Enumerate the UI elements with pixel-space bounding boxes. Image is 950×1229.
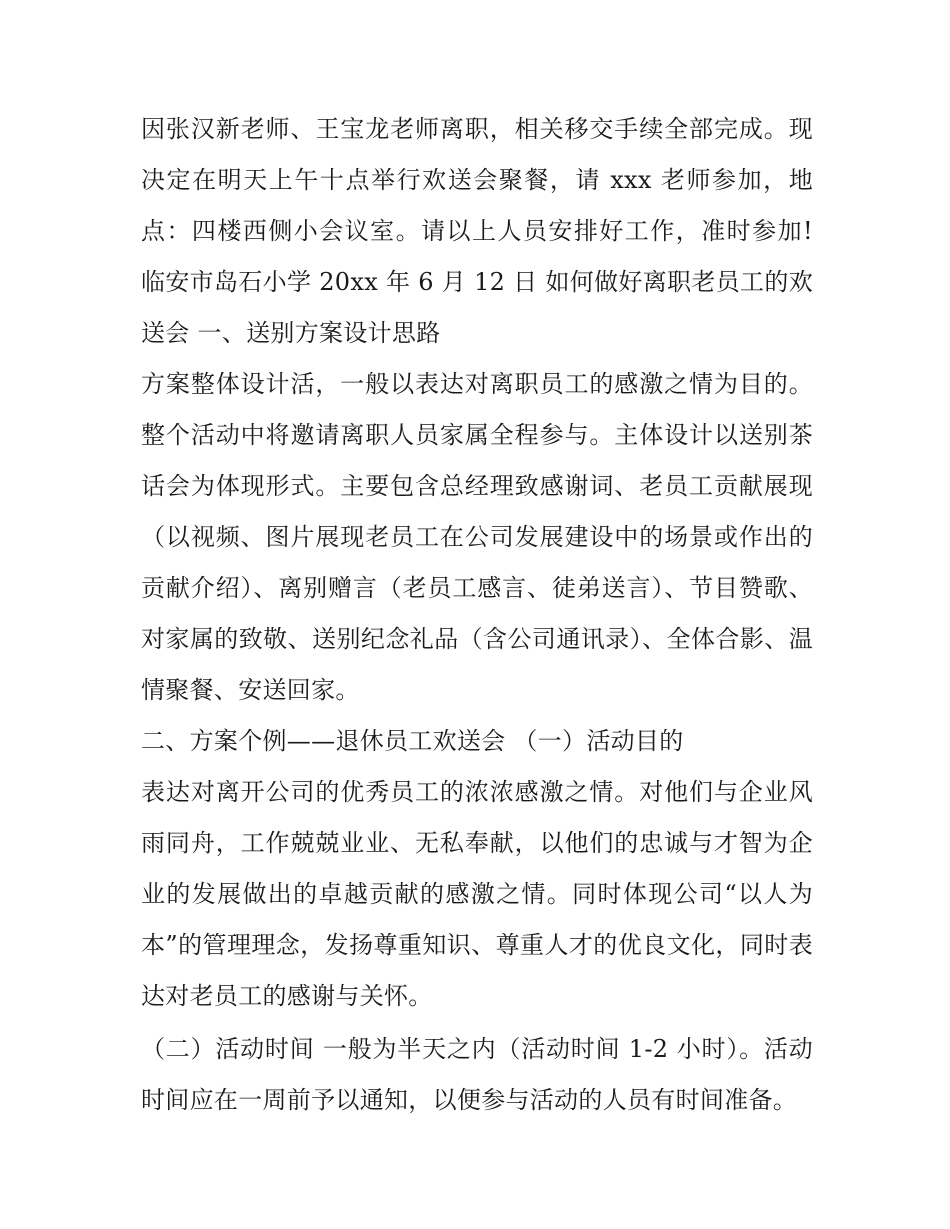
paragraph-notice: 因张汉新老师、王宝龙老师离职，相关移交手续全部完成。现决定在明天上午十点举行欢送会聚餐，请 xxx 老师参加，地点：四楼西侧小会议室。请以上人员安排好工作，准时参加! 临安市岛石小学 20xx 年 6 月 12 日 如何做好离职老员工的欢送会 一、送别方案设计思路 [141, 115, 813, 347]
document-page [141, 104, 813, 1126]
paragraph-time: （二）活动时间 一般为半天之内（活动时间 1-2 小时）。活动时间应在一周前予以通知，以便参与活动的人员有时间准备。 [141, 1035, 813, 1114]
paragraph-purpose: 表达对离开公司的优秀员工的浓浓感激之情。对他们与企业风雨同舟，工作兢兢业业、无私奉献，以他们的忠诚与才智为企业的发展做出的卓越贡献的感激之情。同时体现公司“以人为本”的管理理念，发扬尊重知识、尊重人才的优良文化，同时表达对老员工的感谢与关怀。 [141, 778, 813, 1010]
paragraph-design-idea: 方案整体设计活，一般以表达对离职员工的感激之情为目的。整个活动中将邀请离职人员家属全程参与。主体设计以送别茶话会为体现形式。主要包含总经理致感谢词、老员工贡献展现（以视频、图片展现老员工在公司发展建设中的场景或作出的贡献介绍）、离别赠言（老员工感言、徒弟送言）、节目赞歌、对家属的致敬、送别纪念礼品（含公司通讯录）、全体合影、温情聚餐、安送回家。 [141, 370, 813, 704]
paragraph-section-two-heading: 二、方案个例——退休员工欢送会 （一）活动目的 [141, 727, 684, 755]
